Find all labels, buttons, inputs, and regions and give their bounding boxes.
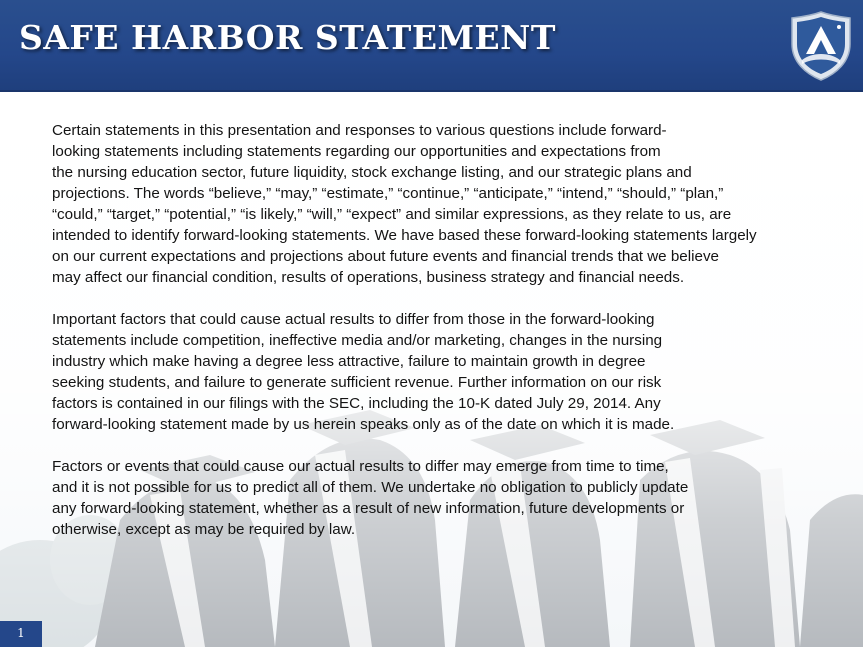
title-bar bbox=[0, 0, 863, 92]
text-line: factors is contained in our filings with the SEC, including the 10-K dated July 29, 2014. Any bbox=[52, 395, 661, 412]
paragraph bbox=[52, 309, 842, 435]
text-line: forward-looking statement made by us herein speaks only as of the date on which it is made. bbox=[52, 416, 675, 433]
text-line: on our current expectations and projections about future events and financial trends that we believe bbox=[52, 248, 719, 265]
text-line: projections. The words “believe,” “may,” “estimate,” “continue,” “anticipate,” “intend,” “should,” “plan,” bbox=[52, 185, 724, 202]
text-line: may affect our financial condition, results of operations, business strategy and financial needs. bbox=[52, 269, 685, 286]
text-line: and it is not possible for us to predict all of them. We undertake no obligation to publicly update bbox=[52, 479, 689, 496]
text-line: intended to identify forward-looking statements. We have based these forward-looking statements largely bbox=[52, 227, 757, 244]
text-line: Factors or events that could cause our actual results to differ may emerge from time to time, bbox=[52, 458, 669, 475]
text-line: the nursing education sector, future liquidity, stock exchange listing, and our strategic plans and bbox=[52, 164, 692, 181]
text-line: seeking students, and failure to generate sufficient revenue. Further information on our risk bbox=[52, 374, 662, 391]
shield-logo-icon bbox=[790, 10, 852, 82]
paragraph bbox=[52, 456, 842, 540]
safe-harbor-text bbox=[52, 120, 842, 561]
text-line: any forward-looking statement, whether as a result of new information, future developments or bbox=[52, 500, 685, 517]
text-line: Important factors that could cause actual results to differ from those in the forward-looking bbox=[52, 311, 655, 328]
text-line: industry which make having a degree less attractive, failure to maintain growth in degree bbox=[52, 353, 646, 370]
text-line: statements include competition, ineffective media and/or marketing, changes in the nursing bbox=[52, 332, 663, 349]
page-number-badge bbox=[0, 621, 42, 647]
text-line: looking statements including statements regarding our opportunities and expectations from bbox=[52, 143, 661, 160]
paragraph bbox=[52, 120, 842, 288]
text-line: otherwise, except as may be required by law. bbox=[52, 521, 356, 538]
slide-title: SAFE HARBOR STATEMENT bbox=[19, 18, 556, 57]
page-number: 1 bbox=[17, 626, 25, 640]
text-line: “could,” “target,” “potential,” “is likely,” “will,” “expect” and similar expressions, as they relate to us, are bbox=[52, 206, 732, 223]
text-line: Certain statements in this presentation and responses to various questions include forward- bbox=[52, 122, 667, 139]
